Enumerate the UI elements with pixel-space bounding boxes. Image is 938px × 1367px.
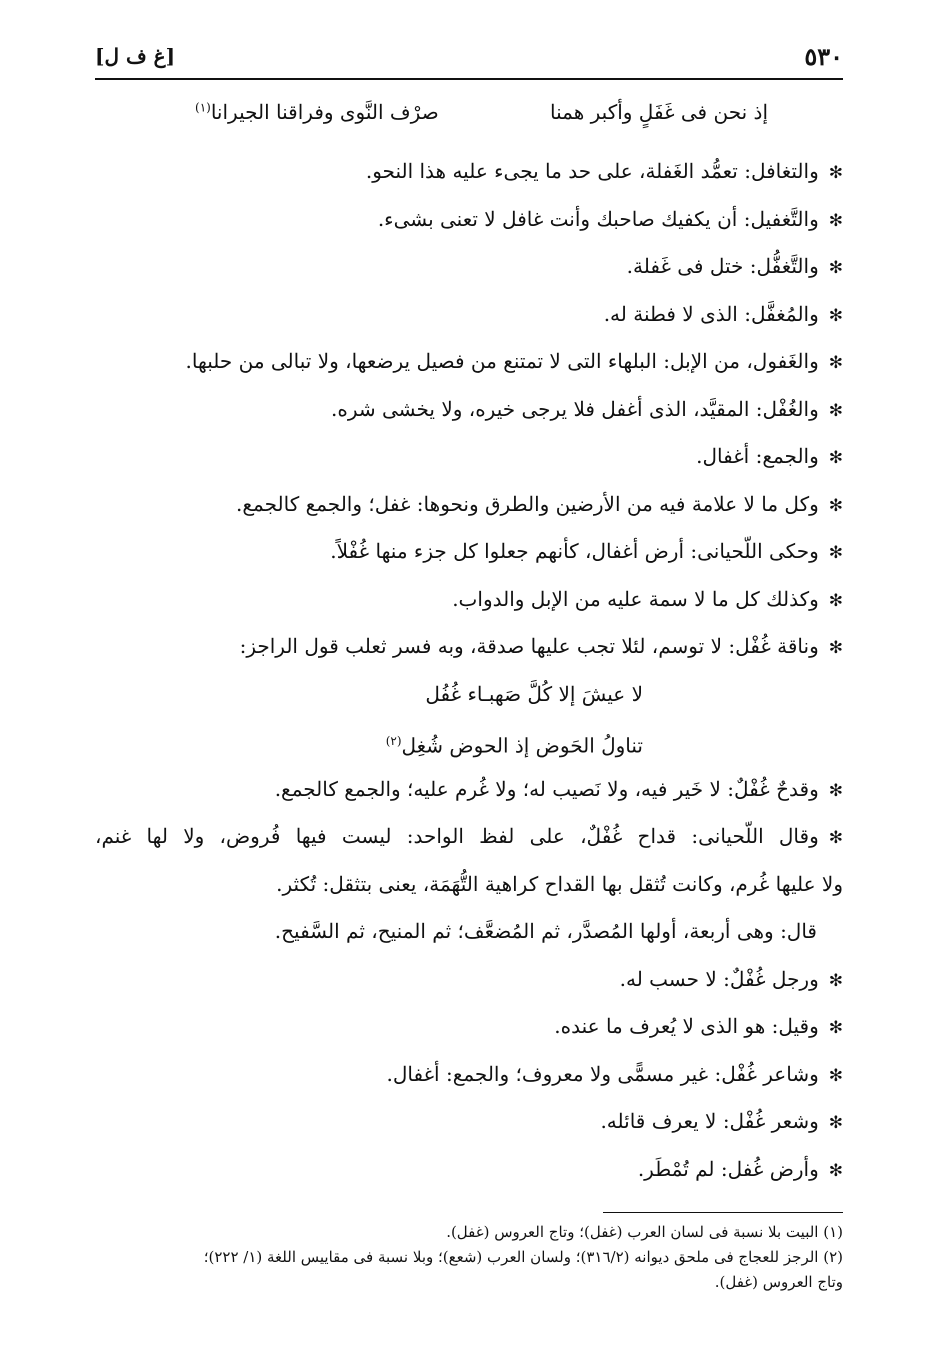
- footnote-2-line-2: وتاج العروس (غفل).: [714, 1273, 843, 1291]
- entry-line: ✻وحكى اللّحيانى: أرض أغفال، كأنهم جعلوا كل جزء منها غُفْلاً.: [330, 539, 843, 563]
- entry-line: ✻والتَّغفُّل: ختل فى غَفلة.: [626, 254, 843, 278]
- star-bullet-icon: ✻: [828, 590, 843, 611]
- quoted-verse: [195, 100, 768, 132]
- entry-line-continued: ولا عليها غُرم، وكانت تُثقل بها القداح كراهية التُّهَمَة، يعنى بتثقل: تُكثر.: [276, 871, 843, 896]
- header-rule: [95, 78, 843, 80]
- entry-line: ✻وكل ما لا علامة فيه من الأرضين والطرق ونحوها: غفل؛ والجمع كالجمع.: [236, 491, 843, 516]
- entry-line: ✻وقدحٌ غُفْلٌ: لا خَير فيه، ولا نَصيب له؛ ولا غُرم عليه؛ والجمع كالجمع.: [274, 776, 843, 801]
- poem-line-1: لا عيشَ إلا كُلَّ صَهبـاء غُفُل: [425, 681, 643, 706]
- entry-line: ✻والغَفول، من الإبل: البلهاء التى لا تمتنع من فصيل يرضعها، ولا تبالى من حلبها.: [185, 349, 843, 373]
- entry-line: ✻وشعر غُفْل: لا يعرف قائله.: [600, 1109, 843, 1133]
- star-bullet-icon: ✻: [828, 258, 843, 278]
- footnotes: [60, 1220, 843, 1295]
- star-bullet-icon: ✻: [828, 780, 843, 801]
- star-bullet-icon: ✻: [828, 448, 843, 468]
- entry-line: ✻وكذلك كل ما لا سمة عليه من الإبل والدواب.: [452, 586, 843, 611]
- entry-line: ✻وقيل: هو الذى لا يُعرف ما عنده.: [554, 1014, 843, 1038]
- footnote-1: (١) البيت بلا نسبة فى لسان العرب (غفل)؛ وتاج العروس (غفل).: [446, 1223, 843, 1241]
- entry-line: ✻وأرض غُفل: لم تُمْطَر.: [637, 1156, 843, 1181]
- entry-line: ✻والغُفْل: المقيَّد، الذى أغفل فلا يرجى خيره، ولا يخشى شره.: [330, 396, 843, 421]
- footnote-rule: [603, 1212, 843, 1213]
- star-bullet-icon: ✻: [828, 828, 843, 848]
- page-header: [95, 38, 843, 74]
- footnote-2-line-1: (٢) الرجز للعجاج فى ملحق ديوانه (٣١٦/٢)؛ ولسان العرب (شعع)؛ وبلا نسبة فى مقاييس اللغة (١/ ٢٢٢)؛: [203, 1248, 843, 1266]
- footnote-marker-1: (١): [195, 100, 211, 115]
- entry-line: ✻وشاعر غُفْل: غير مسمًّى ولا معروف؛ والجمع: أغفال.: [386, 1061, 843, 1086]
- star-bullet-icon: ✻: [828, 210, 843, 231]
- star-bullet-icon: ✻: [828, 163, 843, 183]
- entry-line: ✻والمُغفَّل: الذى لا فطنة له.: [603, 301, 843, 326]
- star-bullet-icon: ✻: [828, 638, 843, 658]
- entry-line: ✻والتغافل: تعمُّد الغَفلة، على حد ما يجىء عليه هذا النحو.: [365, 159, 843, 183]
- root-heading: [غ ف ل]: [95, 44, 176, 68]
- poem-line-2: تناولُ الحَوض إذ الحوض شُغِل$^{(٢)}$: [385, 733, 643, 758]
- entry-line: ✻وقال اللّحيانى: قداح غُفْلٌ، على لفظ الواحد: ليست فيها فُروض، ولا لها غنم،: [95, 824, 843, 848]
- entry-line: ✻وناقة غُفْل: لا توسم، لئلا تجب عليها صدقة، وبه فسر ثعلب قول الراجز:: [239, 634, 843, 658]
- star-bullet-icon: ✻: [828, 1113, 843, 1133]
- verse-hemistich-2: صرْف النَّوى وفراقنا الجيرانا$^{(١)}$: [195, 100, 439, 124]
- entry-line: ✻ورجل غُفْلٌ: لا حسب له.: [619, 966, 843, 991]
- entry-line: ✻والتَّغفيل: أن يكفيك صاحبك وأنت غافل لا تعنى بشىء.: [377, 206, 843, 231]
- entry-line: ✻والجمع: أغفال.: [696, 444, 843, 468]
- star-bullet-icon: ✻: [828, 400, 843, 421]
- star-bullet-icon: ✻: [828, 305, 843, 326]
- entry-line: قال: وهى أربعة، أولها المُصدَّر، ثم المُضعَّف؛ ثم المنيح، ثم السَّفيح.: [274, 919, 817, 943]
- star-bullet-icon: ✻: [828, 495, 843, 516]
- verse-hemistich-1: إذ نحن فى غَفَلٍ وأكبر همنا: [550, 100, 768, 124]
- star-bullet-icon: ✻: [828, 353, 843, 373]
- star-bullet-icon: ✻: [828, 970, 843, 991]
- page-number: ٥٣٠: [804, 42, 843, 71]
- star-bullet-icon: ✻: [828, 1065, 843, 1086]
- footnote-marker-2: (٢): [385, 734, 402, 748]
- entries-body: [95, 148, 843, 1193]
- star-bullet-icon: ✻: [828, 543, 843, 563]
- star-bullet-icon: ✻: [828, 1018, 843, 1038]
- star-bullet-icon: ✻: [828, 1160, 843, 1181]
